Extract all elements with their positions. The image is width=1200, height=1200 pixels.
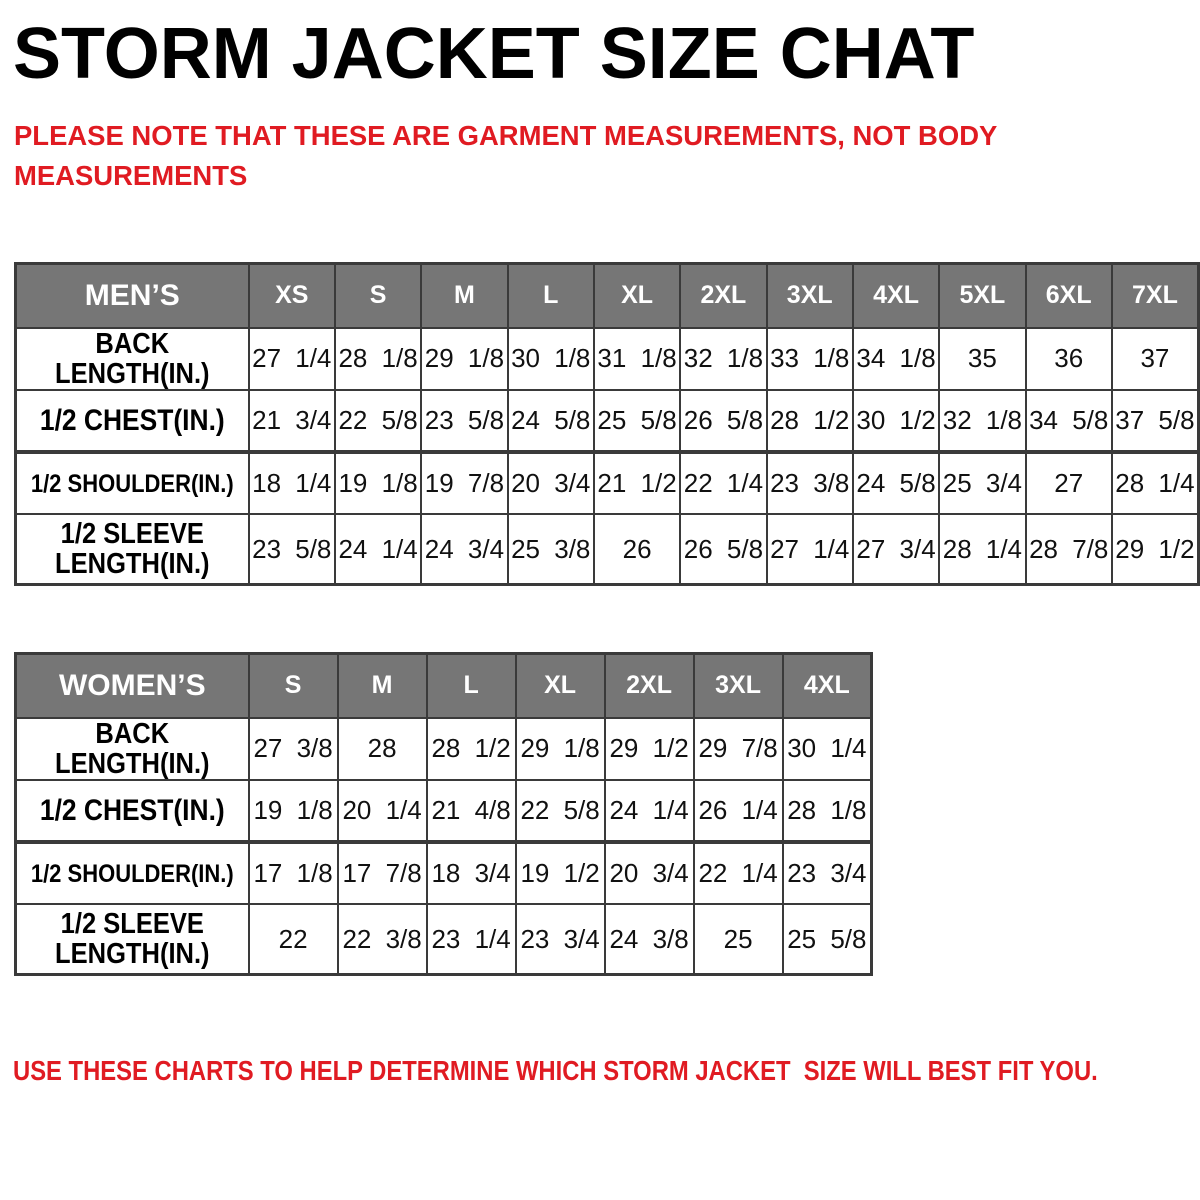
value-cell: 23 3/4: [783, 842, 872, 904]
value-cell: 28 7/8: [1026, 514, 1112, 584]
mens-size-table: [14, 262, 1200, 586]
row-label-line: 1/2 CHEST(IN.): [39, 404, 225, 438]
value-cell: 30 1/8: [508, 328, 594, 391]
value-cell: 37: [1112, 328, 1199, 391]
mens-table-title: MEN’S: [16, 264, 249, 328]
garment-measurements-note: [14, 116, 997, 196]
value-cell: 29 1/8: [516, 718, 605, 781]
mens-back-length-row: [16, 328, 1199, 391]
size-column-header: 5XL: [939, 264, 1025, 328]
womens-table-title: WOMEN’S: [16, 654, 249, 718]
value-cell: 27: [1026, 452, 1112, 514]
value-cell: 22 5/8: [516, 780, 605, 842]
value-cell: 22 1/4: [680, 452, 766, 514]
mens-half-sleeve-row: [16, 514, 1199, 584]
row-label-half-shoulder: [16, 842, 249, 904]
size-column-header: 4XL: [853, 264, 939, 328]
value-cell: 27 1/4: [249, 328, 335, 391]
size-column-header: XL: [594, 264, 680, 328]
value-cell: 28 1/2: [767, 390, 853, 452]
size-column-header: XL: [516, 654, 605, 718]
size-column-header: 7XL: [1112, 264, 1199, 328]
value-cell: 24 1/4: [605, 780, 694, 842]
value-cell: 37 5/8: [1112, 390, 1199, 452]
size-column-header: 2XL: [605, 654, 694, 718]
note-line-2: MEASUREMENTS: [14, 160, 248, 191]
value-cell: 29 7/8: [694, 718, 783, 781]
value-cell: 29 1/2: [605, 718, 694, 781]
value-cell: 21 1/2: [594, 452, 680, 514]
value-cell: 19 1/8: [249, 780, 338, 842]
womens-half-chest-row: [16, 780, 872, 842]
mens-header-row: [16, 264, 1199, 328]
row-label-line: BACK: [95, 327, 170, 360]
value-cell: 28: [338, 718, 427, 781]
value-cell: 29 1/8: [421, 328, 507, 391]
value-cell: 18 1/4: [249, 452, 335, 514]
value-cell: 19 1/8: [335, 452, 421, 514]
row-label-half-sleeve: [16, 514, 249, 584]
page-title: STORM JACKET SIZE CHAT: [13, 14, 975, 94]
row-label-line: 1/2 CHEST(IN.): [39, 794, 225, 828]
value-cell: 28 1/4: [939, 514, 1025, 584]
value-cell: 36: [1026, 328, 1112, 391]
value-cell: 22 3/8: [338, 904, 427, 974]
value-cell: 19 7/8: [421, 452, 507, 514]
value-cell: 28 1/8: [335, 328, 421, 391]
value-cell: 26: [594, 514, 680, 584]
size-column-header: S: [249, 654, 338, 718]
value-cell: 30 1/4: [783, 718, 872, 781]
value-cell: 28 1/4: [1112, 452, 1199, 514]
value-cell: 35: [939, 328, 1025, 391]
size-column-header: XS: [249, 264, 335, 328]
value-cell: 28 1/8: [783, 780, 872, 842]
size-column-header: 4XL: [783, 654, 872, 718]
value-cell: 27 3/8: [249, 718, 338, 781]
value-cell: 25 5/8: [783, 904, 872, 974]
size-column-header: L: [427, 654, 516, 718]
womens-size-table: [14, 652, 873, 976]
value-cell: 24 5/8: [853, 452, 939, 514]
value-cell: 25 5/8: [594, 390, 680, 452]
size-column-header: S: [335, 264, 421, 328]
row-label-back-length: [16, 718, 249, 781]
fit-advice-note: USE THESE CHARTS TO HELP DETERMINE WHICH STORM JACKET SIZE WILL BEST FIT YOU.: [13, 1055, 1098, 1086]
value-cell: 33 1/8: [767, 328, 853, 391]
value-cell: 26 5/8: [680, 390, 766, 452]
womens-half-shoulder-row: [16, 842, 872, 904]
value-cell: 20 1/4: [338, 780, 427, 842]
row-label-line: LENGTH(IN.): [55, 938, 210, 971]
value-cell: 23 5/8: [249, 514, 335, 584]
value-cell: 34 1/8: [853, 328, 939, 391]
value-cell: 26 1/4: [694, 780, 783, 842]
value-cell: 22 1/4: [694, 842, 783, 904]
value-cell: 29 1/2: [1112, 514, 1199, 584]
womens-half-sleeve-row: [16, 904, 872, 974]
value-cell: 32 1/8: [680, 328, 766, 391]
mens-half-shoulder-row: [16, 452, 1199, 514]
row-label-line: LENGTH(IN.): [55, 548, 210, 581]
size-column-header: 2XL: [680, 264, 766, 328]
value-cell: 17 7/8: [338, 842, 427, 904]
size-column-header: 6XL: [1026, 264, 1112, 328]
value-cell: 23 3/4: [516, 904, 605, 974]
value-cell: 23 1/4: [427, 904, 516, 974]
value-cell: 27 3/4: [853, 514, 939, 584]
row-label-line: LENGTH(IN.): [55, 357, 210, 390]
row-label-half-sleeve: [16, 904, 249, 974]
value-cell: 24 5/8: [508, 390, 594, 452]
note-line-1: PLEASE NOTE THAT THESE ARE GARMENT MEASUREMENTS, NOT BODY: [14, 120, 998, 151]
size-column-header: M: [338, 654, 427, 718]
value-cell: 23 5/8: [421, 390, 507, 452]
row-label-back-length: [16, 328, 249, 391]
value-cell: 17 1/8: [249, 842, 338, 904]
size-column-header: 3XL: [767, 264, 853, 328]
value-cell: 23 3/8: [767, 452, 853, 514]
row-label-line: 1/2 SHOULDER(IN.): [30, 859, 234, 888]
mens-half-chest-row: [16, 390, 1199, 452]
value-cell: 25 3/4: [939, 452, 1025, 514]
value-cell: 24 1/4: [335, 514, 421, 584]
value-cell: 18 3/4: [427, 842, 516, 904]
value-cell: 20 3/4: [605, 842, 694, 904]
value-cell: 26 5/8: [680, 514, 766, 584]
value-cell: 22 5/8: [335, 390, 421, 452]
size-column-header: L: [508, 264, 594, 328]
womens-back-length-row: [16, 718, 872, 781]
row-label-line: 1/2 SLEEVE: [60, 907, 204, 940]
row-label-line: 1/2 SHOULDER(IN.): [30, 469, 234, 498]
value-cell: 21 4/8: [427, 780, 516, 842]
value-cell: 25 3/8: [508, 514, 594, 584]
size-column-header: 3XL: [694, 654, 783, 718]
size-column-header: M: [421, 264, 507, 328]
value-cell: 34 5/8: [1026, 390, 1112, 452]
value-cell: 22: [249, 904, 338, 974]
row-label-line: LENGTH(IN.): [55, 747, 210, 780]
value-cell: 21 3/4: [249, 390, 335, 452]
value-cell: 25: [694, 904, 783, 974]
value-cell: 30 1/2: [853, 390, 939, 452]
row-label-line: 1/2 SLEEVE: [60, 517, 204, 550]
row-label-half-chest: [16, 780, 249, 842]
row-label-line: BACK: [95, 717, 170, 750]
value-cell: 28 1/2: [427, 718, 516, 781]
value-cell: 32 1/8: [939, 390, 1025, 452]
row-label-half-chest: [16, 390, 249, 452]
value-cell: 20 3/4: [508, 452, 594, 514]
value-cell: 24 3/4: [421, 514, 507, 584]
value-cell: 31 1/8: [594, 328, 680, 391]
value-cell: 24 3/8: [605, 904, 694, 974]
value-cell: 27 1/4: [767, 514, 853, 584]
womens-header-row: [16, 654, 872, 718]
row-label-half-shoulder: [16, 452, 249, 514]
value-cell: 19 1/2: [516, 842, 605, 904]
